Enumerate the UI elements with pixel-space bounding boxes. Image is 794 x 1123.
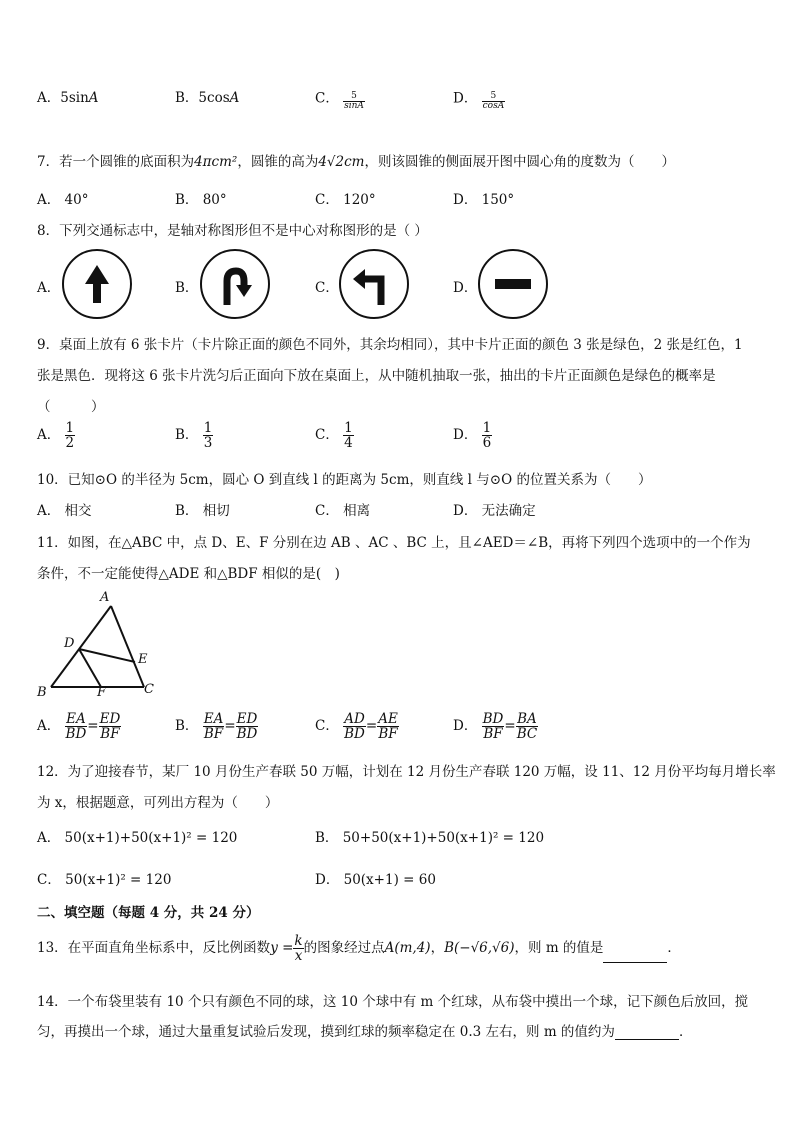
fig-label-f: F (97, 685, 107, 700)
q13-fraction: $\frac{k}{x}$ (294, 933, 303, 965)
q14-line2-text: 匀，再摸出一个球，通过大量重复试验后发现，摸到红球的频率稳定在 0.3 左右，则 m 的值约为 (37, 1024, 615, 1040)
q6-option-c-fraction: $\frac{5}{\sin A}$ (344, 91, 364, 112)
q11-c-frac1: $\frac{AD}{BD}$ (344, 711, 365, 743)
q7-height: 4√2cm (318, 154, 365, 170)
arrow-up-sign-icon (62, 249, 132, 319)
q6-option-d-label: D． (453, 90, 478, 107)
q11-option-c: C． $\frac{AD}{BD}$ = $\frac{AE}{BF}$ (315, 711, 398, 743)
q10-question: 10．已知⊙O 的半径为 5cm，圆心 O 到直线 l 的距离为 5cm，则直线 l 与⊙O 的位置关系为（ ） (37, 472, 652, 488)
q7-option-c: C． 120° (315, 192, 376, 208)
q8-label-d: D． (453, 280, 478, 296)
q7-option-a: A． 40° (37, 192, 89, 208)
q8-question: 8．下列交通标志中，是轴对称图形但不是中心对称图形的是（ ） (37, 223, 428, 239)
q7-text1: 7．若一个圆锥的底面积为 (37, 154, 195, 170)
q6-option-b-var: A (229, 90, 240, 106)
q9-option-a: A． $\frac{1}{2}$ (37, 420, 75, 452)
q9-line1: 9．桌面上放有 6 张卡片（卡片除正面的颜色不同外，其余均相同），其中卡片正面的颜色 3 张是绿色，2 张是红色，1 (37, 337, 743, 353)
q7-text2: ，圆锥的高为 (237, 154, 319, 170)
q13-sep: ， (430, 940, 445, 957)
q8-label-c: C． (315, 280, 339, 296)
q6-option-c (315, 86, 365, 112)
fig-label-a: A (100, 590, 110, 605)
q11-d-frac1: $\frac{BD}{BF}$ (482, 711, 504, 743)
q11-a-frac1: $\frac{EA}{BD}$ (65, 711, 87, 743)
q13-point-a: A(m,4) (384, 940, 431, 957)
left-turn-sign-icon (339, 249, 409, 319)
q8-label-b: B． (175, 280, 199, 296)
q11-b-frac2: $\frac{ED}{BD}$ (236, 711, 258, 743)
q11-option-a: A． $\frac{EA}{BD}$ = $\frac{ED}{BF}$ (37, 711, 121, 743)
fig-label-d: D (64, 636, 75, 651)
q9-line2: 张是黑色．现将这 6 张卡片洗匀后正面向下放在桌面上，从中随机抽取一张，抽出的卡片正面颜色是绿色的概率是 (37, 368, 716, 384)
fig-label-c: C (144, 682, 154, 697)
q12-line1: 12．为了迎接春节，某厂 10 月份生产春联 50 万幅，计划在 12 月份生产春联 120 万幅，设 11、12 月份平均每月增长率 (37, 764, 776, 780)
q10-option-c: C． 相离 (315, 503, 371, 519)
q9-line3: （ ） (37, 399, 105, 415)
q14-line2 (37, 1020, 692, 1040)
u-turn-sign-icon (200, 249, 270, 319)
section-heading: 二、填空题（每题 4 分，共 24 分） (37, 905, 260, 921)
q11-b-frac1: $\frac{EA}{BF}$ (203, 711, 224, 743)
q12-option-c: C． 50(x+1)² = 120 (37, 872, 172, 888)
q13-answer-blank[interactable] (603, 948, 667, 963)
q6-option-d-fraction: $\frac{5}{\cos A}$ (482, 91, 505, 112)
q13-question (37, 934, 681, 963)
no-entry-bar-sign-icon (478, 249, 548, 319)
q8-label-a: A． (37, 280, 61, 296)
q11-d-frac2: $\frac{BA}{BC}$ (516, 711, 538, 743)
q9-option-d-fraction: $\frac{1}{6}$ (482, 420, 492, 452)
q11-line1: 11．如图，在△ABC 中，点 D、E、F 分别在边 AB 、AC 、BC 上，且∠AED＝∠B，再将下列四个选项中的一个作为 (37, 535, 751, 551)
q7-option-d: D． 150° (453, 192, 515, 208)
q7-text3: ，则该圆锥的侧面展开图中圆心角的度数为（ ） (364, 154, 675, 170)
q9-option-c: C． $\frac{1}{4}$ (315, 420, 353, 452)
q14-end: ． (678, 1024, 693, 1040)
q9-option-b-fraction: $\frac{1}{3}$ (203, 420, 213, 452)
q10-option-d: D． 无法确定 (453, 503, 536, 519)
q9-option-b: B． $\frac{1}{3}$ (175, 420, 213, 452)
q6-option-d (453, 86, 505, 112)
q7-question (37, 150, 675, 170)
q11-option-b: B． $\frac{EA}{BF}$ = $\frac{ED}{BD}$ (175, 711, 258, 743)
q13-text1: 13．在平面直角坐标系中，反比例函数 (37, 940, 271, 957)
q11-a-frac2: $\frac{ED}{BF}$ (99, 711, 121, 743)
q6-option-a (37, 86, 99, 106)
q11-line2: 条件，不一定能使得△ADE 和△BDF 相似的是( ) (37, 566, 340, 582)
q6-option-b (175, 86, 239, 106)
q11-option-d: D． $\frac{BD}{BF}$ = $\frac{BA}{BC}$ (453, 711, 538, 743)
q7-option-b: B． 80° (175, 192, 227, 208)
q10-option-a: A． 相交 (37, 503, 92, 519)
q13-func-y: y = (270, 940, 294, 957)
q9-option-a-fraction: $\frac{1}{2}$ (65, 420, 75, 452)
q13-text2: 的图象经过点 (303, 940, 385, 957)
q9-option-c-fraction: $\frac{1}{4}$ (344, 420, 353, 452)
fig-label-b: B (37, 685, 47, 700)
q12-line2: 为 x，根据题意，可列出方程为（ ） (37, 795, 279, 811)
q14-answer-blank[interactable] (615, 1025, 679, 1040)
q7-area: 4πcm² (194, 154, 238, 170)
q13-end: ． (667, 940, 681, 957)
q13-point-b: B(−√6,√6) (444, 940, 515, 957)
q12-option-a: A． 50(x+1)+50(x+1)² = 120 (37, 830, 238, 846)
q11-triangle-figure (34, 592, 164, 702)
q13-text3: ，则 m 的值是 (514, 940, 604, 957)
q10-option-b: B． 相切 (175, 503, 230, 519)
q14-line1: 14．一个布袋里装有 10 个只有颜色不同的球，这 10 个球中有 m 个红球，从布袋中摸出一个球，记下颜色后放回，搅 (37, 994, 749, 1010)
q12-option-d: D． 50(x+1) = 60 (315, 872, 436, 888)
q6-option-c-label: C． (315, 90, 339, 107)
q9-option-d: D． $\frac{1}{6}$ (453, 420, 492, 452)
q12-option-b: B． 50+50(x+1)+50(x+1)² = 120 (315, 830, 545, 846)
q6-option-a-var: A (88, 90, 99, 106)
fig-label-e: E (138, 652, 148, 667)
q6-option-b-text: B．5cos (175, 90, 230, 106)
q6-option-a-text: A．5sin (37, 90, 89, 106)
q11-c-frac2: $\frac{AE}{BF}$ (378, 711, 398, 743)
